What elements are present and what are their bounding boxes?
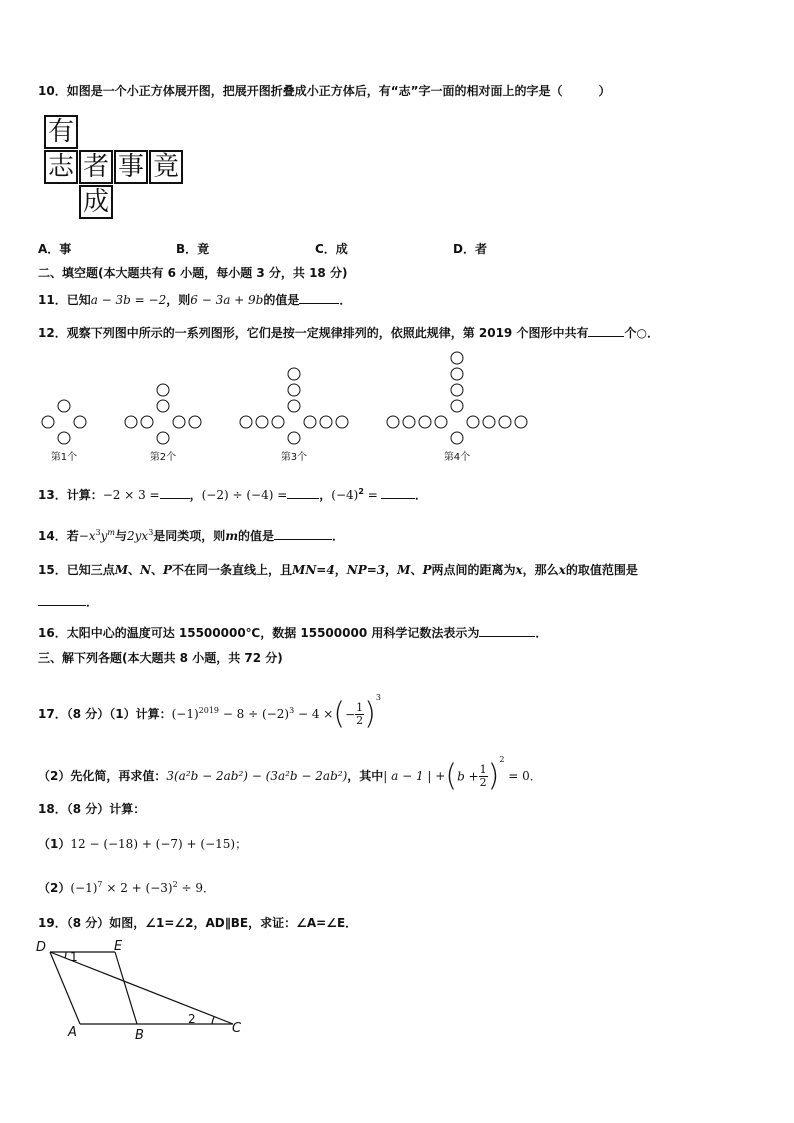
net-face-zhi: 志 (44, 150, 78, 184)
fig3-circle (288, 368, 300, 380)
q19-text: 19．（8 分）如图，∠1=∠2，AD∥BE，求证：∠A=∠E． (38, 916, 358, 930)
fig3-circle (320, 416, 332, 428)
fig4-label: 第4个 (443, 452, 471, 463)
q13-blank-1[interactable] (160, 486, 190, 499)
q10-option-b[interactable]: B．竟 (176, 242, 210, 256)
fig4-circle (435, 416, 447, 428)
q11: 11．已知a − 3b = −2，则6 − 3a + 9b的值是 ． (38, 293, 352, 307)
q16-answer-blank[interactable] (479, 624, 535, 637)
q19-geometry-figure (30, 936, 260, 1046)
q11-answer-blank[interactable] (299, 291, 339, 304)
fig3-circle (288, 400, 300, 412)
angle-2-arc (212, 1017, 214, 1024)
circle-pattern-figure (0, 350, 794, 465)
label-angle-2: 2 (188, 1012, 196, 1026)
fig3-circle (304, 416, 316, 428)
fig3-circle (240, 416, 252, 428)
fig2-circle (189, 416, 201, 428)
net-face-jing: 竟 (149, 150, 183, 184)
q13-blank-3[interactable] (381, 486, 415, 499)
fig1-label: 第1个 (50, 452, 78, 463)
label-angle-1: 1 (70, 950, 78, 964)
q12-answer-blank[interactable] (588, 324, 624, 337)
fig2-circle (125, 416, 137, 428)
fig3-label: 第3个 (280, 452, 308, 463)
q10-text: 10．如图是一个小正方体展开图，把展开图折叠成小正方体后，有“志”字一面的相对面上的字是（ ） (38, 84, 611, 98)
net-face-zhe: 者 (79, 150, 113, 184)
q15-answer-blank[interactable] (38, 593, 86, 606)
fig1-circle (58, 400, 70, 412)
net-face-cheng: 成 (79, 185, 113, 219)
fig1-circle (42, 416, 54, 428)
fig2-label: 第2个 (149, 452, 177, 463)
fig4-circle (451, 352, 463, 364)
label-a: A (68, 1025, 77, 1040)
segment-eb (115, 952, 137, 1024)
fig4-circle (467, 416, 479, 428)
fig4-circle (483, 416, 495, 428)
q10-option-d[interactable]: D．者 (453, 242, 487, 256)
fig2-circle (157, 400, 169, 412)
fig4-circle (499, 416, 511, 428)
q16: 16．太阳中心的温度可达 15500000℃，数据 15500000 用科学记数法表示为 ． (38, 626, 548, 640)
q10-option-a[interactable]: A．事 (38, 242, 72, 256)
q17-fraction: $\frac{1}{2}$ (356, 701, 364, 727)
q15: 15．已知三点M、N、P不在同一条直线上，且MN=4，NP=3，M、P两点间的距离为x，那么x的取值范围是 (38, 563, 638, 577)
fig2-circle (157, 384, 169, 396)
q10-option-c[interactable]: C．成 (315, 242, 348, 256)
fig3-circle (336, 416, 348, 428)
fig4-circle (451, 368, 463, 380)
fig4-circle (419, 416, 431, 428)
q12: 12．观察下列图中所示的一系列图形，它们是按一定规律排列的，依照此规律，第 2019 个图形中共有 个○． (38, 326, 659, 340)
fig3-circle (288, 384, 300, 396)
q17-part1: 17．（8 分）（1）计算：$(-1)^{2019} - 8 \div (-2)^3 - 4$ ×(− $\frac{1}{2}$ )$^3$ (38, 693, 381, 732)
fig4-circle (451, 400, 463, 412)
angle-1-arc (65, 952, 66, 958)
fig2-circle (173, 416, 185, 428)
q14: 14．若$-x^3y^m$与$2yx^3$是同类项，则m的值是 ． (38, 528, 345, 543)
q17-part2: （2）先化简，再求值：3(a²b − 2ab²) − (3a²b − 2ab²)，其中| a − 1 | +(b + $\frac{1}{2}$ )$^2$ = 0． (38, 755, 542, 794)
q13: 13．计算：−2 × 3 = ，(−2) ÷ (−4) = ，$(-4)^2$ = ． (38, 487, 427, 502)
label-d: D (36, 940, 47, 955)
fig4-circle (451, 384, 463, 396)
section3-heading: 三、解下列各题(本大题共 8 小题，共 72 分) (38, 651, 283, 665)
fig3-circle (272, 416, 284, 428)
fig4-circle (403, 416, 415, 428)
q11-expr1: a − 3b = −2 (90, 293, 167, 307)
fig3-circle (256, 416, 268, 428)
q11-expr2: 6 − 3a + 9b (190, 293, 264, 307)
fig4-circle (387, 416, 399, 428)
q18-part1: （1）12 − (−18) + (−7) + (−15)； (38, 837, 248, 851)
fig4-circle (515, 416, 527, 428)
q14-answer-blank[interactable] (274, 527, 332, 540)
section2-heading: 二、填空题(本大题共有 6 小题，每小题 3 分，共 18 分) (38, 266, 348, 280)
fig2-circle (141, 416, 153, 428)
q18-title: 18．（8 分）计算： (38, 802, 146, 816)
fig4-circle (451, 432, 463, 444)
label-e: E (114, 939, 123, 954)
net-face-you: 有 (44, 115, 78, 149)
net-face-shi: 事 (114, 150, 148, 184)
label-c: C (232, 1021, 242, 1036)
q15-answer-line: ． (38, 593, 98, 610)
fig2-circle (157, 432, 169, 444)
fig3-circle (288, 432, 300, 444)
label-b: B (135, 1028, 144, 1043)
fig1-circle (58, 432, 70, 444)
q13-blank-2[interactable] (287, 486, 319, 499)
fig1-circle (74, 416, 86, 428)
q18-part2: $(2)(-1)^7 \times 2 + (-3)^2 \div 9$． (38, 880, 215, 895)
